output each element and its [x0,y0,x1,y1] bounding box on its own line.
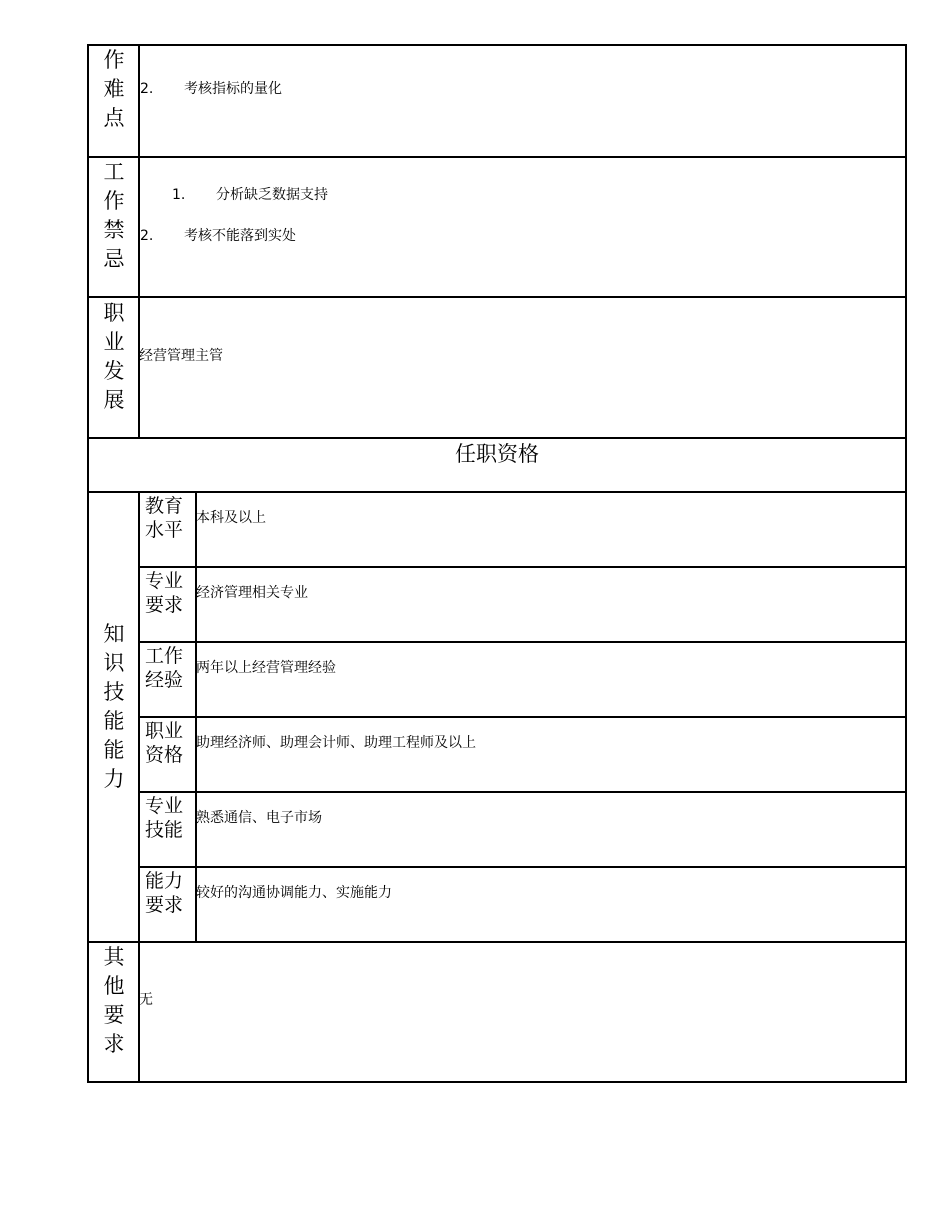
subrow-divider [138,641,907,643]
difficulty-item [140,80,282,98]
item-number: 1. [172,187,186,203]
other-label: 其 他 要 求 [103,945,125,1056]
item-text: 考核指标的量化 [184,81,282,97]
career-label: 职 业 发 展 [103,301,125,412]
ability-value: 较好的沟通协调能力、实施能力 [196,885,392,901]
row-divider [87,491,907,493]
major-value: 经济管理相关专业 [196,585,308,601]
taboo-item [140,227,296,245]
subrow-divider [138,866,907,868]
education-value: 本科及以上 [196,510,266,526]
major-label: 专业 要求 [145,570,184,616]
row-divider [87,437,907,439]
subrow-divider [138,566,907,568]
education-label: 教育 水平 [145,495,184,541]
knowledge-label: 知 识 技 能 能 力 [103,622,125,791]
qualification-value: 助理经济师、助理会计师、助理工程师及以上 [196,735,476,751]
row-divider [87,156,907,158]
ability-label: 能力 要求 [145,870,184,916]
item-number: 2. [140,81,154,97]
taboo-label: 工 作 禁 忌 [103,160,125,271]
skills-value: 熟悉通信、电子市场 [196,810,322,826]
item-text: 分析缺乏数据支持 [216,187,328,203]
taboo-item [172,186,328,204]
experience-value: 两年以上经营管理经验 [196,660,336,676]
subrow-divider [138,791,907,793]
row-divider [87,296,907,298]
qualification-label: 职业 资格 [145,720,184,766]
item-text: 考核不能落到实处 [184,228,296,244]
item-number: 2. [140,228,154,244]
career-value: 经营管理主管 [139,348,223,364]
difficulty-label: 作 难 点 [103,48,125,130]
other-value: 无 [139,992,153,1008]
subrow-divider [138,716,907,718]
skills-label: 专业 技能 [145,795,184,841]
section-title: 任职资格 [455,442,539,466]
row-divider [87,941,907,943]
experience-label: 工作 经验 [145,645,184,691]
